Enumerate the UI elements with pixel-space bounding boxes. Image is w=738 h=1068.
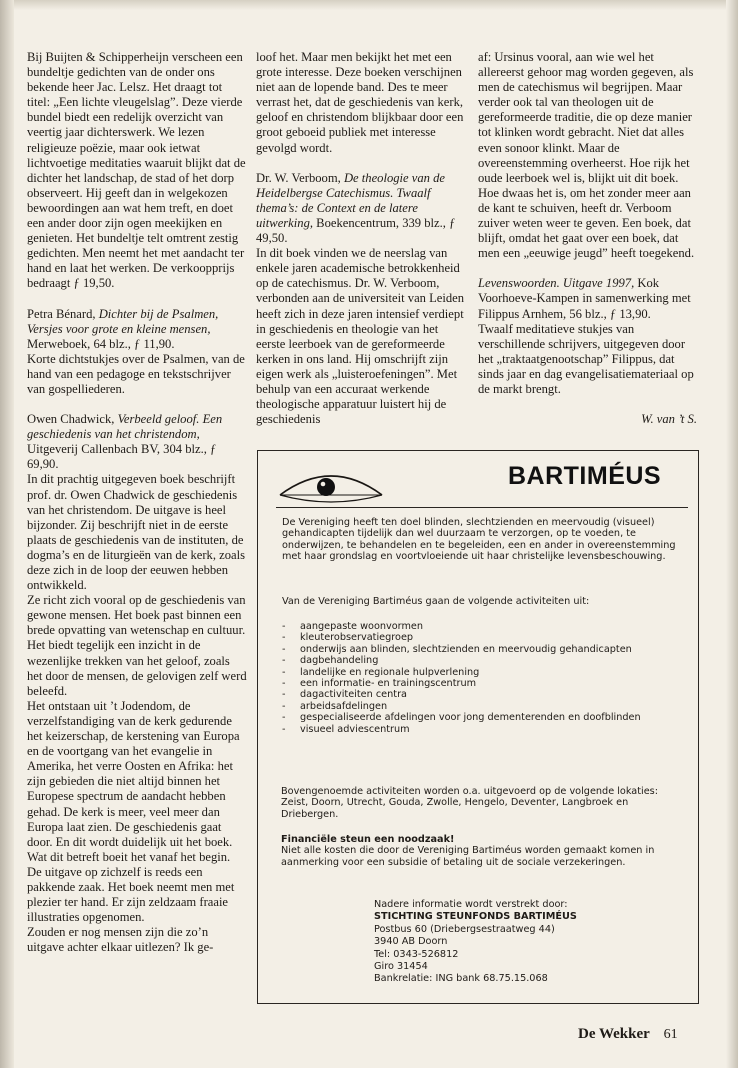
book-title: De theologie van de Heidelbergse Catechismus. Twaalf thema’s: de Context en de latere uitwerking, xyxy=(256,170,446,230)
review-body: Wat dit betreft boeit het vanaf het begin. De uitgave op zichzelf is reeds een pakkende zaak. Het boek neemt men met plezier ter hand. Er zijn zeldzaam fraaie illustraties opgenomen. xyxy=(27,849,235,925)
page-edge-top xyxy=(0,0,738,10)
contact-organization: STICHTING STEUNFONDS BARTIMÉUS xyxy=(374,911,577,923)
list-item: - een informatie- en trainingscentrum xyxy=(282,678,686,689)
review-author: Dr. W. Verboom, xyxy=(256,170,344,185)
page-edge-right xyxy=(726,0,738,1068)
contact-phone: Tel: 0343-526812 xyxy=(374,948,459,960)
review-verboom-continued: af: Ursinus vooral, aan wie wel het allereerst gehoor mag worden gegeven, als men de catechismus wil begrijpen. Maar verder ook tal van theologen uit de gereformeerde traditie, die op deze manier tot klinken wordt gebracht. Niet dat alles even sonoor klinkt. Maar de overeenstemming overheerst. Hoe rijk het oude leerboek wel is, blijkt uit dit boek. Hoe dwaas het is, om het zonder meer aan de kant te schuiven, heeft dr. Verboom zuiver weten weer te geven. Een boek, dat blijft, omdat het gaat over een boek, dat men een „eeuwige jeugd” heeft toegekend. xyxy=(478,50,695,261)
support-heading: Financiële steun een noodzaak! xyxy=(281,834,455,845)
list-item: - kleuterobservatiegroep xyxy=(282,632,686,643)
book-title: Verbeeld geloof. Een geschiedenis van het christendom, xyxy=(27,412,223,442)
list-item: - dagactiviteiten centra xyxy=(282,689,686,700)
list-item: - dagbehandeling xyxy=(282,655,686,666)
book-publication: Boekencentrum, 339 blz., ƒ 49,50. xyxy=(256,215,456,246)
list-item: - landelijke en regionale hulpverlening xyxy=(282,667,686,678)
page-number: 61 xyxy=(663,1027,678,1042)
review-body: Ze richt zich vooral op de geschiedenis van gewone mensen. Het boek past binnen een brede opvatting van wetenschap en cultuur. Het biedt tegelijk een inzicht in de wezenlijke trekken van het geloof, zoals het door de mensen, de gelovigen zelf werd beleefd. xyxy=(27,593,247,698)
page-footer xyxy=(578,1026,678,1043)
book-publication: Kok Voorhoeve-Kampen in samenwerking met Filippus Arnhem, 56 blz., ƒ 13,90. xyxy=(478,276,691,321)
ad-intro: De Vereniging heeft ten doel blinden, slechtzienden en meervoudig (visueel) gehandicapten tijdelijk dan wel duurzaam te verzorgen, op te voeden, te onderwijzen, te behandelen en te begeleiden, een en ander in overeenstemming met haar grondslag en voortvloeiende uit haar christelijke levensbeschouwing. xyxy=(282,517,676,563)
contact-address: Postbus 60 (Driebergsestraatweg 44) xyxy=(374,923,555,935)
review-body: Twaalf meditatieve stukjes van verschillende schrijvers, uitgegeven door het „traktaatgenootschap” Filippus, dat sinds jaar en dag evangelisatiemateriaal op de markt brengt. xyxy=(478,321,694,396)
eye-logo-icon xyxy=(276,465,386,505)
contact-bank: Bankrelatie: ING bank 68.75.15.068 xyxy=(374,973,548,985)
header-divider xyxy=(276,507,688,508)
list-item: - onderwijs aan blinden, slechtzienden en meervoudig gehandicapten xyxy=(282,644,686,655)
review-body: In dit boek vinden we de neerslag van enkele jaren academische betrokkenheid op de catechismus. Dr. W. Verboom, verbonden aan de universiteit van Leiden heeft zich in deze jaren intensief verdiept in geschiedenis en theologie van het eerste leerboek van de gereformeerde kerken in ons land. Hij omschrijft zijn eigen werk als „luisteroefeningen”. Met behulp van een accuraat werkende theologische apparatuur luistert hij de geschiedenis xyxy=(256,246,465,427)
book-title: Levenswoorden. Uitgave 1997, xyxy=(478,276,635,291)
magazine-name: De Wekker xyxy=(578,1026,650,1042)
review-body: Zouden er nog mensen zijn die zo’n uitgave achter elkaar uitlezen? Ik ge- xyxy=(27,925,214,955)
support-block xyxy=(281,834,685,868)
review-body: In dit prachtig uitgegeven boek beschrijft prof. dr. Owen Chadwick de geschiedenis van het christendom. De uitgave is heel bijzonder. Zij beschrijft niet in de eerste plaats de geschiedenis van de instituten, de dogma’s en de liturgieën van de kerk, zoals deze zich in de loop der eeuwen hebben ontwikkeld. xyxy=(27,472,245,593)
book-publication: Merweboek, 64 blz., ƒ 11,90. xyxy=(27,336,175,351)
review-lelsz: Bij Buijten & Schipperheijn verscheen een bundeltje gedichten van de onder ons bekende heer Jac. Lelsz. Het draagt tot titel: „Een lichte vleugelslag”. Deze vierde bundel biedt een redelijk overzicht van veertig jaar dichterswerk. We lezen religieuze poëzie, maar ook ietwat lichtvoetige meditaties waaruit blijkt dat de dichter het landschap, de stad of het dorp observeert. Hij geeft dan in welgekozen bewoordingen aan wat hem treft, en doet een ander door zijn ogen meekijken en genieten. Het bundeltje telt omtrent zestig gedichten. Men neemt het met aandacht ter hand en laat het werken. De verkoopprijs bedraagt ƒ 19,50. xyxy=(27,50,246,291)
list-item: - aangepaste woonvormen xyxy=(282,621,686,632)
review-body: Het ontstaan uit ’t Jodendom, de verzelfstandiging van de kerk gedurende het keizerschap, de kerstening van Europa en de voortgang van het evangelie in Amerika, het verre Oosten en Afrika: het zijn gebieden die niet altijd binnen het Europese spectrum de aandacht hebben gehad. De kerk is meer, veel meer dan Europa laat zien. De geschiedenis gaat door. En dit wordt duidelijk uit het boek. xyxy=(27,698,240,849)
list-item: - gespecialiseerde afdelingen voor jong dementerenden en doofblinden xyxy=(282,712,686,723)
review-benard xyxy=(27,307,247,398)
list-item: - arbeidsafdelingen xyxy=(282,701,686,712)
column-right xyxy=(478,50,697,427)
book-publication: Uitgeverij Callenbach BV, 304 blz., ƒ 69,90. xyxy=(27,442,217,472)
review-levenswoorden xyxy=(478,276,697,397)
review-chadwick-continued: loof het. Maar men bekijkt het met een grote interesse. Deze boeken verschijnen niet aan de lopende band. Des te meer verrast het, dat de geschiedenis van kerk, geloof en christendom blijkbaar door een groot geboeid publiek met interesse gevolgd wordt. xyxy=(256,50,464,155)
book-title: Dichter bij de Psalmen, Versjes voor grote en kleine mensen, xyxy=(27,306,219,336)
review-body: Korte dichtstukjes over de Psalmen, van de hand van een pedagoge en tekstschrijver van gospelliederen. xyxy=(27,351,245,396)
activities-intro: Van de Vereniging Bartiméus gaan de volgende activiteiten uit: xyxy=(282,596,590,607)
contact-postcode: 3940 AB Doorn xyxy=(374,936,448,948)
author-signature: W. van ’t S. xyxy=(641,412,697,427)
column-middle xyxy=(256,50,467,442)
review-author: Petra Bénard, xyxy=(27,306,99,321)
activities-list xyxy=(282,621,686,735)
contact-block xyxy=(374,899,674,986)
locations-text: Bovengenoemde activiteiten worden o.a. uitgevoerd op de volgende lokaties: Zeist, Doorn, Utrecht, Gouda, Zwolle, Hengelo, Deventer, Langbroek en Driebergen. xyxy=(281,786,658,820)
support-text: Niet alle kosten die door de Vereniging Bartiméus worden gemaakt komen in aanmerking voor een subsidie of betaling uit de sociale verzekeringen. xyxy=(281,845,655,868)
column-left xyxy=(27,50,247,970)
contact-intro: Nadere informatie wordt verstrekt door: xyxy=(374,899,568,910)
review-verboom xyxy=(256,171,467,428)
review-chadwick xyxy=(27,412,247,955)
review-author: Owen Chadwick, xyxy=(27,412,118,427)
brand-name: BARTIMÉUS xyxy=(508,462,662,490)
contact-giro: Giro 31454 xyxy=(374,961,428,973)
page-gutter-shadow xyxy=(0,0,14,1068)
list-item: - visueel adviescentrum xyxy=(282,724,686,735)
